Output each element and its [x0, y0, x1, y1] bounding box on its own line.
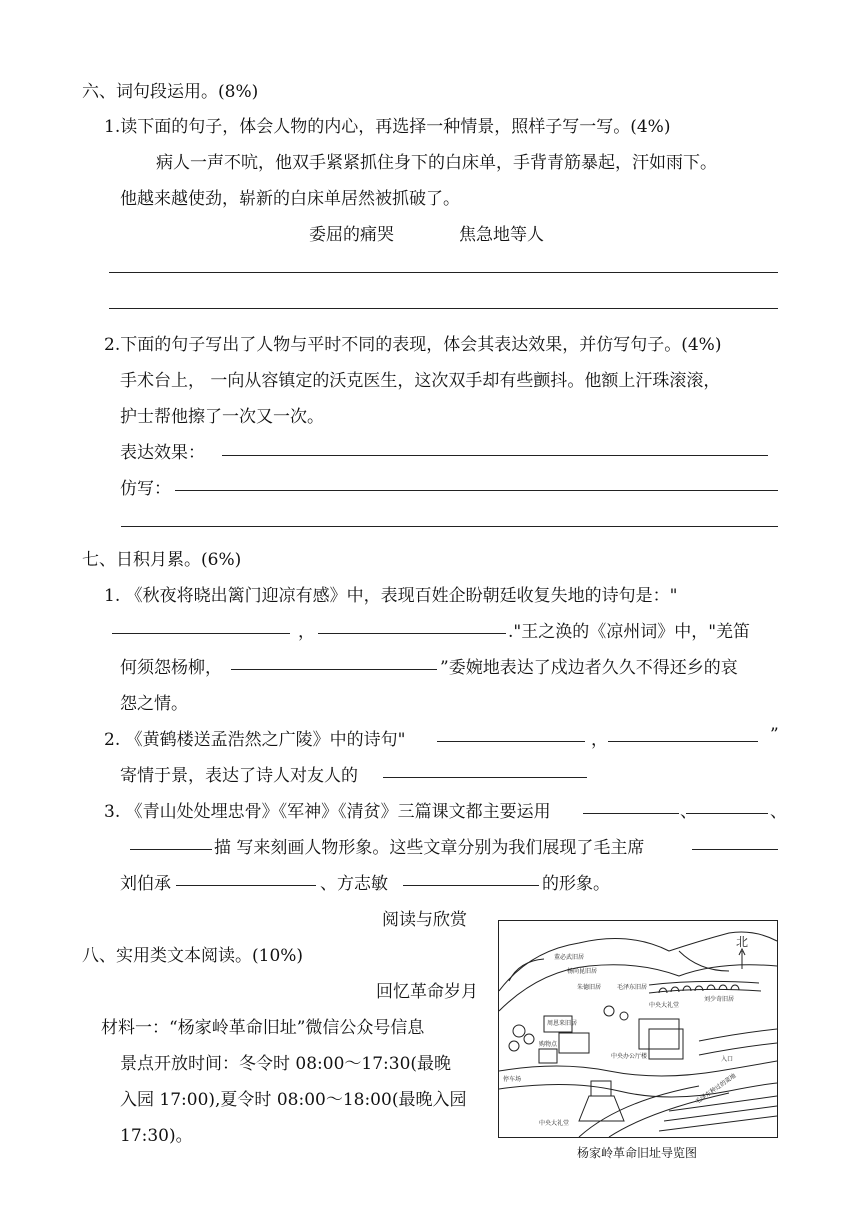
map-label: 毛泽东种过的菜地	[694, 1072, 738, 1106]
section-8-title: 八、实用类文本阅读。(10%)	[82, 946, 304, 966]
map-label: 中央大礼堂	[539, 1120, 570, 1127]
blank-line[interactable]	[112, 633, 290, 634]
map-label: 周恩来旧居	[547, 1020, 578, 1027]
map-label: 毛泽东旧居	[617, 984, 648, 991]
map-label: 中央办公厅楼	[611, 1053, 648, 1060]
q6-2-text-line1: 手术台上， 一向从容镇定的沃克医生，这次双手却有些颤抖。他额上汗珠滚滚，	[120, 371, 721, 391]
q7-3-line1: 3. 《青山处处埋忠骨》《军神》《清贫》三篇课文都主要运用	[104, 802, 551, 822]
q7-2-comma: ，	[591, 730, 608, 750]
q7-1-line4: 怨之情。	[120, 694, 188, 714]
imitate-answer-line-2[interactable]	[121, 526, 778, 527]
q7-3-line3-tail: 的形象。	[542, 874, 610, 894]
q7-3-sep1: 、	[680, 802, 697, 822]
q6-1-text-line2: 他越来越使劲，崭新的白床单居然被抓破了。	[120, 189, 460, 209]
reading-heading: 阅读与欣赏	[382, 910, 467, 930]
map-label: 停车场	[503, 1076, 522, 1083]
q7-2-line2: 寄情于景，表达了诗人对友人的	[120, 766, 358, 786]
answer-line[interactable]	[109, 308, 778, 309]
q6-2-effect-label: 表达效果：	[120, 443, 205, 463]
q7-3-line3-head: 刘伯承	[120, 874, 171, 894]
q6-1-option-1: 委屈的痛哭	[309, 225, 394, 245]
blank-line[interactable]	[608, 741, 758, 742]
map-label: 杨尚昆旧居	[567, 968, 598, 975]
q7-1-line2-tail: ."王之涣的《凉州词》中，"羌笛	[508, 622, 751, 642]
section-7-title: 七、日积月累。(6%)	[82, 550, 242, 570]
effect-answer-line[interactable]	[222, 455, 768, 456]
material-1-line1: 材料一：“杨家岭革命旧址”微信公众号信息	[101, 1018, 425, 1038]
q7-1-comma: ，	[298, 622, 315, 642]
q7-3-sep2: 、	[770, 802, 787, 822]
map-label: 董必武旧居	[554, 954, 585, 961]
map-label: 中央大礼堂	[649, 1002, 680, 1009]
blank-line[interactable]	[231, 669, 437, 670]
q6-2-text-line2: 护士帮他擦了一次又一次。	[120, 407, 324, 427]
q7-2-quote: ”	[770, 725, 779, 745]
material-1-line4: 17:30)。	[120, 1126, 193, 1146]
blank-line[interactable]	[437, 741, 585, 742]
q6-1-option-2: 焦急地等人	[459, 225, 544, 245]
blank-line[interactable]	[686, 813, 768, 814]
map-label: 购物点	[539, 1041, 558, 1048]
blank-line[interactable]	[130, 849, 212, 850]
north-label: 北	[736, 935, 749, 949]
blank-line[interactable]	[176, 885, 316, 886]
q7-1-line3-head: 何须怨杨柳，	[120, 658, 222, 678]
blank-line[interactable]	[383, 777, 587, 778]
q7-2-line1: 2. 《黄鹤楼送孟浩然之广陵》中的诗句"	[104, 730, 406, 750]
q6-2-prompt: 2.下面的句子写出了人物与平时不同的表现，体会其表达效果，并仿写句子。(4%)	[104, 335, 722, 355]
q6-1-text-line1: 病人一声不吭，他双手紧紧抓住身下的白床单，手背青筋暴起，汗如雨下。	[156, 153, 717, 173]
map-label: 入口	[721, 1056, 734, 1063]
imitate-answer-line[interactable]	[175, 490, 778, 491]
section-6-title: 六、词句段运用。(8%)	[82, 82, 259, 102]
answer-line[interactable]	[109, 272, 778, 273]
q6-1-prompt: 1.读下面的句子，体会人物的内心，再选择一种情景，照样子写一写。(4%)	[104, 117, 671, 137]
site-map-drawing	[499, 921, 777, 1137]
blank-line[interactable]	[692, 849, 778, 850]
q7-3-line2: 描 写来刻画人物形象。这些文章分别为我们展现了毛主席	[214, 838, 645, 858]
q6-2-imitate-label: 仿写：	[120, 479, 171, 499]
reading-subtitle: 回忆革命岁月	[376, 982, 478, 1002]
map-label: 朱德旧居	[577, 984, 602, 991]
q7-1-line3-tail: ”委婉地表达了戍边者久久不得还乡的哀	[440, 658, 738, 678]
blank-line[interactable]	[403, 885, 539, 886]
site-map	[498, 920, 778, 1138]
blank-line[interactable]	[318, 633, 506, 634]
map-caption: 杨家岭革命旧址导览图	[576, 1146, 697, 1160]
material-1-line3: 入园 17:00),夏令时 08:00～18:00(最晚入园	[120, 1090, 467, 1110]
material-1-line2: 景点开放时间：冬令时 08:00～17:30(最晚	[120, 1054, 452, 1074]
q7-1-line1: 1. 《秋夜将晓出篱门迎凉有感》中，表现百姓企盼朝廷收复失地的诗句是："	[104, 586, 678, 606]
map-label: 刘少奇旧居	[704, 996, 735, 1003]
q7-3-line3-mid: 、方志敏	[320, 874, 388, 894]
blank-line[interactable]	[583, 813, 679, 814]
